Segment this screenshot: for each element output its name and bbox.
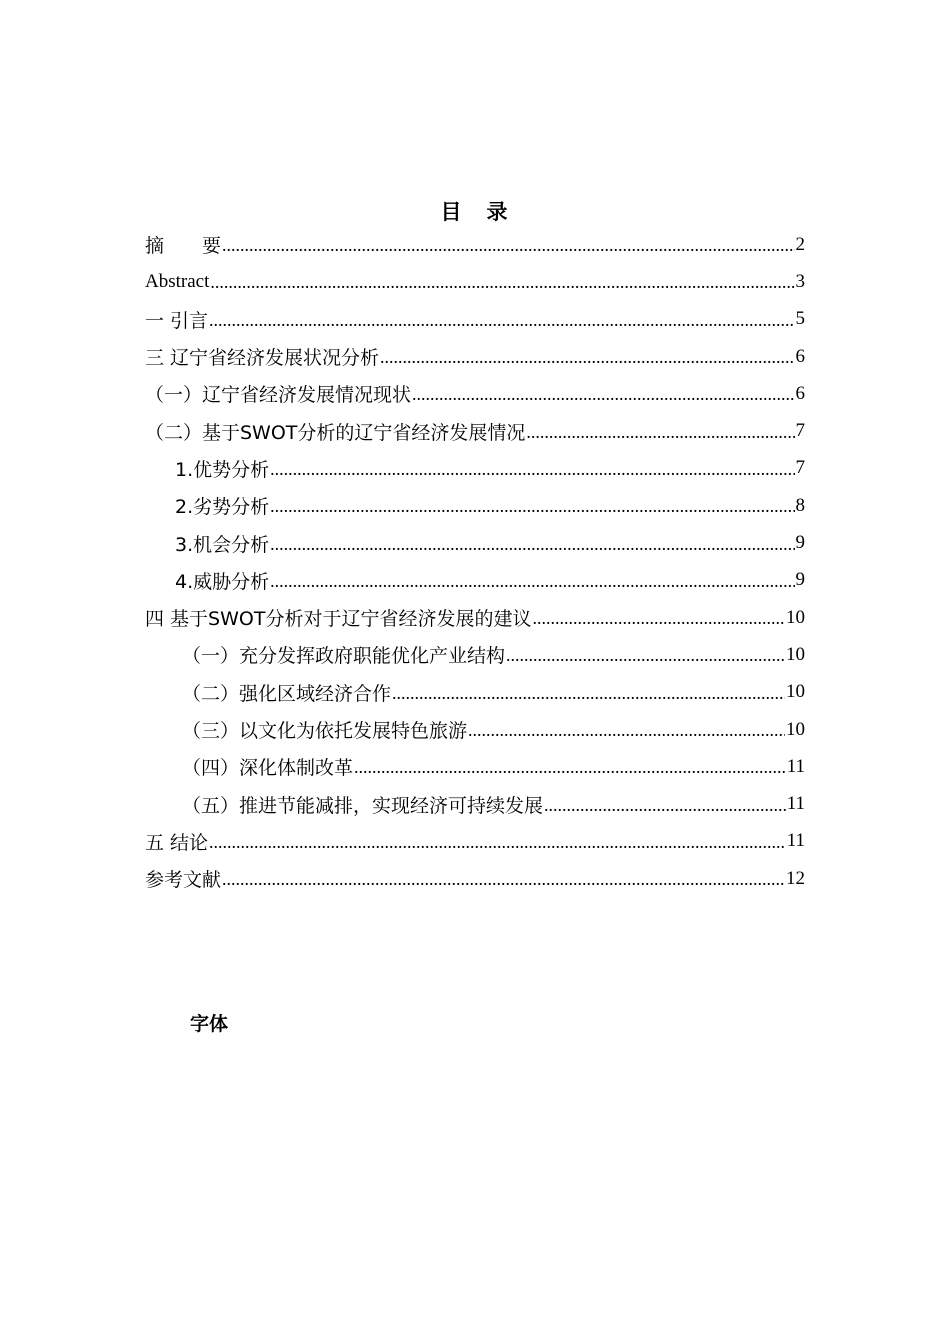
toc-dot-leader <box>209 832 786 853</box>
toc-entry-label: Abstract <box>145 270 210 292</box>
toc-entry-label: 4.威胁分析 <box>175 570 270 593</box>
toc-dot-leader <box>532 608 785 629</box>
toc-dot-leader <box>380 347 794 368</box>
toc-dot-leader <box>526 422 794 443</box>
toc-dot-leader <box>209 310 794 331</box>
toc-entry-page: 6 <box>795 345 805 367</box>
toc-entry-label: 五 结论 <box>145 831 209 854</box>
toc-dot-leader <box>270 534 794 555</box>
toc-entry[interactable] <box>145 375 805 412</box>
toc-dot-leader <box>354 757 786 778</box>
toc-entry-label: 1.优势分析 <box>175 458 270 481</box>
toc-dot-leader <box>468 720 785 741</box>
toc-dot-leader <box>210 272 794 293</box>
toc-entry-label: （二）基于SWOT分析的辽宁省经济发展情况 <box>145 421 526 444</box>
toc-entry-label: 2.劣势分析 <box>175 496 270 519</box>
toc-entry-page: 5 <box>795 308 805 330</box>
toc-entry-page: 10 <box>786 643 805 665</box>
toc-entry-page: 7 <box>795 457 805 479</box>
toc-entry-page: 11 <box>786 830 805 852</box>
toc-entry[interactable] <box>145 823 805 860</box>
toc-entry[interactable] <box>145 263 805 300</box>
toc-entry-label: 3.机会分析 <box>175 533 270 556</box>
toc-dot-leader <box>270 496 794 517</box>
toc-entry-label: 一 引言 <box>145 309 209 332</box>
toc-entry[interactable] <box>145 636 805 673</box>
toc-dot-leader <box>392 683 785 704</box>
toc-entry-page: 3 <box>795 270 805 292</box>
toc-entry-label: 三 辽宁省经济发展状况分析 <box>145 347 380 370</box>
toc-entry-page: 6 <box>795 382 805 404</box>
toc-dot-leader <box>222 235 794 256</box>
toc-entry-page: 11 <box>786 793 805 815</box>
toc-entry-label: （一）充分发挥政府职能优化产业结构 <box>182 645 506 668</box>
toc-entry-label: 参考文献 <box>145 869 222 892</box>
toc-entry-page: 10 <box>786 606 805 628</box>
toc-entry[interactable] <box>145 785 805 822</box>
toc-entry[interactable] <box>145 748 805 785</box>
toc-entry-page: 2 <box>795 233 805 255</box>
toc-dot-leader <box>412 384 794 405</box>
toc-entry[interactable] <box>145 711 805 748</box>
toc-entry-label: （一）辽宁省经济发展情况现状 <box>145 384 412 407</box>
toc-entry[interactable] <box>145 674 805 711</box>
toc-entry-label: 四 基于SWOT分析对于辽宁省经济发展的建议 <box>145 608 532 631</box>
toc-entry-label: （二）强化区域经济合作 <box>182 682 392 705</box>
toc-entry[interactable] <box>145 226 805 263</box>
toc-entry-page: 11 <box>786 755 805 777</box>
toc-entry-label: （四）深化体制改革 <box>182 757 354 780</box>
table-of-contents <box>145 226 805 897</box>
toc-dot-leader <box>270 571 794 592</box>
toc-dot-leader <box>222 869 785 890</box>
toc-entry[interactable] <box>145 450 805 487</box>
toc-entry-page: 8 <box>795 494 805 516</box>
toc-entry[interactable] <box>145 562 805 599</box>
toc-entry-label: 摘 要 <box>145 235 222 258</box>
toc-title: 目 录 <box>440 200 510 224</box>
toc-entry[interactable] <box>145 338 805 375</box>
toc-entry[interactable] <box>145 301 805 338</box>
toc-entry-label: （五）推进节能减排，实现经济可持续发展 <box>182 794 544 817</box>
toc-entry-page: 10 <box>786 681 805 703</box>
toc-entry-page: 10 <box>786 718 805 740</box>
font-note: 字体 <box>190 1013 229 1035</box>
toc-dot-leader <box>506 645 785 666</box>
toc-entry-page: 9 <box>795 569 805 591</box>
toc-entry-page: 12 <box>786 867 805 889</box>
toc-dot-leader <box>270 459 794 480</box>
toc-entry[interactable] <box>145 860 805 897</box>
toc-entry-page: 9 <box>795 532 805 554</box>
toc-entry-page: 7 <box>795 420 805 442</box>
toc-dot-leader <box>544 795 786 816</box>
toc-entry[interactable] <box>145 487 805 524</box>
toc-entry[interactable] <box>145 524 805 561</box>
toc-entry-label: （三）以文化为依托发展特色旅游 <box>182 720 468 742</box>
toc-entry[interactable] <box>145 412 805 449</box>
toc-entry[interactable] <box>145 599 805 636</box>
